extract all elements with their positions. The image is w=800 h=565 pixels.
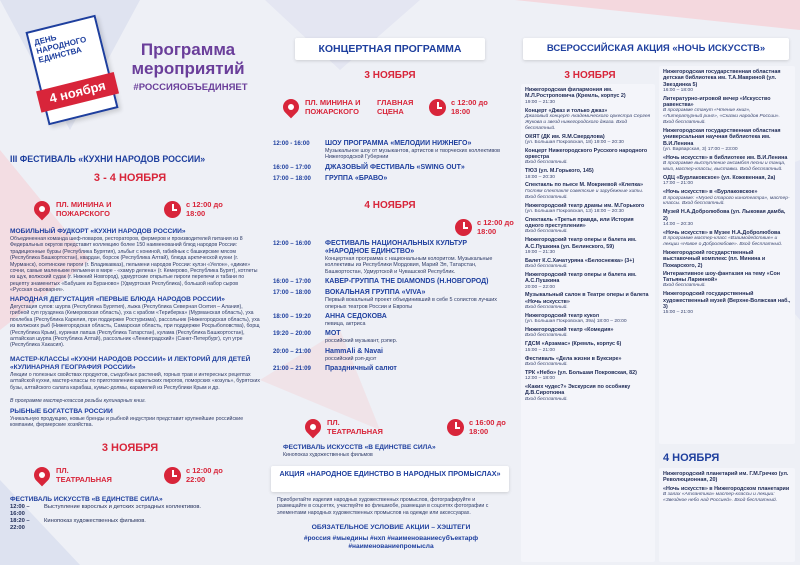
column-concert [265,0,515,565]
entry-title: «Каких чудес?» Экскурсия по особняку Д.В.Сироткина [525,383,631,397]
stage-name: ГЛАВНАЯ СЦЕНА [377,98,414,116]
event-time: 21:00 – 21:09 [273,365,311,373]
entry-desc: 16:00 – 18:00 [663,87,693,93]
event-desc: российский музыкант, рэпер. [325,338,398,345]
event-row [273,289,513,310]
entry-title: Балет К.С.Хачатуряна «Белоснежка» (3+) [525,257,635,264]
column-night-of-arts [515,0,800,565]
entry-desc: (ул. Большая Покровская, 13) 18:00 – 20:30 [525,208,624,214]
list-item [663,486,791,504]
map-pin-icon [31,464,54,487]
venue-name: ПЛ. ТЕАТРАЛЬНАЯ [327,418,383,436]
list-item [663,189,791,207]
list-item [663,291,791,316]
venue-teatralnaya [34,466,230,484]
entry-title: Спектакль по пьесе М. Мокриевой «Клепка» [525,182,644,189]
entry-title: «Ночь искусств» в Музее Н.А.Добролюбова [663,229,781,236]
entry-title: Интерактивное шоу-фантазия на тему «Сон Татьяны Ларинной» [663,270,781,284]
event-row [273,365,513,373]
entry-desc: Вход бесплатный. [525,229,568,235]
block-title: ФЕСТИВАЛЬ ИСКУССТВ «В ЕДИНСТВЕ СИЛА» [283,444,436,451]
event-desc: певица, актриса [325,321,366,328]
entry-desc: Вход бесплатный. [525,305,568,311]
entry-title: «Ночь искусств» в «Бурлаковское» [663,189,758,196]
entry-title: Литературно-игровой вечер «Искусство равенства» [663,95,771,109]
entry-desc: Вход бесплатный. [663,283,706,289]
event-row [273,330,513,344]
schedule-name: Кинопоказ художественных фильмов. [44,518,146,524]
entry-title: Нижегородская государственная областная детская библиотека им. Т.А.Мавриной (ул. Звездинка 5) [663,69,781,88]
event-desc: Музыкальное шоу от музыкантов, артистов и творческих коллективов Нижегородской Губернии [325,148,501,161]
list-item [525,327,651,339]
entry-desc: В программе: «Музей старого кинотеатра», мастер-классы. Вход бесплатный. [663,195,790,207]
event-desc: Концертная программа с национальным колоритом. Музыкальные коллективы из Республики Мордовия, Марий Эл, Татарстан, Башкортостан, Удмуртской и Чувашской Республик. [325,256,493,275]
list-item [525,272,651,291]
list-item [525,292,651,311]
entry-desc: Вход бесплатный. [525,361,568,367]
list-item [663,230,791,248]
entry-desc: Вход бесплатный. [525,160,568,166]
badge-date: 4 ноября [36,72,119,113]
entry-desc: 17:00 – 21:00 [663,181,693,187]
schedule-row [10,504,260,518]
event-title: ДЖАЗОВЫЙ ФЕСТИВАЛЬ «SWING OUT» [325,163,465,171]
entry-title: Музей Н.А.Добролюбова (ул. Лыковая дамба, 2) [663,209,786,222]
list-item [525,134,651,146]
entry-desc: (ул. Варварская, 3) 17:00 – 23:00 [663,147,738,152]
block-note: В программе мастер-классов резьбы кулинарных книг. [10,398,146,404]
block-title: ФЕСТИВАЛЬ ИСКУССТВ «В ЕДИНСТВЕ СИЛА» [10,496,163,503]
date-nov3: 3 НОЯБРЯ [101,442,159,454]
list-item [525,108,651,132]
block-text: Кинопоказ художественных фильмов [283,452,373,458]
venue-name: ПЛ. МИНИНА И ПОЖАРСКОГО [305,98,361,116]
block-text: Дегустация супов: шурпа (Республика Бурятия), лыжа (Республика Северная Осетия – Алания), грибной суп груздянка (Кемеровская область), уха с крабом «Териберка» (Мурманская область), уха похлебка (Республика Карелия, при поддержке Ростуризма), рассольник (Нижегородская область), уха из волжских рыб (Нижегородская область, Самарская область, при поддержке Росрыболовства), борщ (Республика Крым), куриная лапша (Республика Татарстан), кулама (Республика Башкортостан), алтайская шурпа (Республика Алтай), рассольник «Ленинградский» (Санкт-Петербург), суп угре (Республика Хакасия). [10,304,260,349]
entry-title: Нижегородский театр драмы им. М.Горького [525,202,645,209]
date-nov3: 3 НОЯБРЯ [364,70,416,81]
block-text: Объединенная команда шеф-поваров, рестораторов, фермеров и производителей питания из 8 Федеральных округов представит коллекцию более 150 наименований блюд народов России: традиционные бурзы (Республика Бурятия), эльбыг с кониной, габийнык с башкирские мясом (Республика Башкортостан), квардан, борсок (Республика Алтай), блюда арктической кухни (г. Мурманск), осетинские пироги (г. Владикавказ), пельмени народов России: кулэн «Уелон», «дикие» сочни, самые маленькие пельмени в мире - «хамур делена» (г. Кемерово, Республика Бурят), котлеты из щук, волжский судак (г. Нижний Новгород), удмуртские открытые пироги перепечи и табани по рецепту знаменитых «Бабушек из Бураново» (Удмуртская Республика), большой набор сыров «Русская сыроварня». [10,236,258,294]
date-nov4: 4 НОЯБРЯ [663,452,720,464]
entry-title: Нижегородский планетарий им. Г.М.Гречко (ул. Революционная, 20) [663,471,789,484]
entry-desc: В залах «Атлантика» мастер-классы и лекции: «Звездное небо над Россией». Вход бесплатный. [663,491,778,503]
entry-desc: 14:00 – 20:30 [663,221,693,227]
entry-title: ТРК «Небо» (ул. Большая Покровская, 82) [525,369,637,376]
action-text: Приобретайте изделия народных художественных промыслов, фотографируйте и размещайте в соцсетях, участвуйте во флешмобе, размещая в соцсетях фотографии с элементами народных художественных промыслов на одежде или аксессуарах. [277,497,489,516]
venue-name: ПЛ. МИНИНА И ПОЖАРСКОГО [56,200,112,218]
entry-desc: 19:00 – 21:30 [525,99,555,105]
venue-minin [34,200,230,218]
night-banner: ВСЕРОССИЙСКАЯ АКЦИЯ «НОЧЬ ИСКУССТВ» [523,38,789,60]
event-row [273,140,513,161]
list-item [525,370,651,382]
action-hashtags: #россия #мыедины #нхп #наименованиесубъектарф #наименованиепромысла [303,535,479,550]
events-nov4 [273,240,513,376]
schedule-time: 18:20 – 22:00 [10,518,30,531]
event-time: 17:00 – 18:00 [273,174,311,182]
entry-title: Нижегородский театр оперы и балета им. А.С.Пушкина (ул. Белинского, 59) [525,237,637,250]
entry-title: Нижегородская государственная областная универсальная научная библиотека им. В.И.Ленина [663,128,781,147]
event-title: ФЕСТИВАЛЬ НАЦИОНАЛЬНЫХ КУЛЬТУР «НАРОДНОЕ ЕДИНСТВО» [325,240,467,255]
event-title: HammAli & Navai [325,347,383,355]
block-text: Лекции о полезных свойствах продуктов, съедобных растений, горных трав и интересных рецептах алтайской кухни, мастер-классы по приготовлению карельских пирогов, поморских «козуль», бурятских бузы, алтайского салата карабаш, кумыс-долмы, карамелей из Республики Крым и др. [10,372,260,391]
list-item [525,341,651,353]
event-time: 20:00 – 21:00 [273,347,311,355]
list-item [525,217,651,236]
list-item [663,209,791,228]
list-item [663,155,791,173]
block-title: РЫБНЫЕ БОГАТСТВА РОССИИ [10,408,113,415]
entry-title: Нижегородский театр оперы и балета им. А.С.Пушкина [525,271,637,285]
event-title: АННА СЕДОКОВА [325,313,387,321]
entry-title: ОКЯТ (ДК им. Я.М.Свердлова) [525,133,605,140]
column-cuisines [0,0,265,565]
event-row [273,313,513,327]
event-time: 12:00 - 16:00 [273,140,310,147]
entry-desc: 15:00 – 21:00 [525,347,555,353]
entry-desc: В программе мастер-класс «Взаимодействие» и лекции «Новое о Добролюбове». Вход бесплатный. [663,236,783,248]
map-pin-icon [280,96,303,119]
event-desc: Первый вокальный проект объединивший в себе 5 солистов лучших оперных театров России и Европы [325,297,497,310]
entry-title: ГДСМ «Арзамас» (Кремль, корпус 6) [525,341,622,348]
list-item [525,384,651,403]
event-time: 17:00 – 18:00 [273,289,311,297]
holiday-badge [25,15,118,126]
venue-list-left [521,84,655,562]
list-item [663,271,791,290]
list-item [525,182,651,200]
date-nov3: 3 НОЯБРЯ [564,70,616,81]
entry-desc: Гостям спектакля советские и зарубежные хиты. Вход бесплатный. [525,188,644,200]
venue-times: с 12:00 до 18:00 [451,98,488,116]
venue-times: с 12:00 до 18:00 [186,200,223,218]
entry-title: Фестиваль «Дела жизни в Буксире» [525,355,622,362]
event-title: MOT [325,330,341,338]
map-pin-icon [31,198,54,221]
action-condition: ОБЯЗАТЕЛЬНОЕ УСЛОВИЕ АКЦИИ – ХЭШТЕГИ [311,524,471,531]
list-item [663,69,791,94]
block-arts-festival [283,444,508,458]
list-item [525,258,651,270]
list-item [525,237,651,256]
block-fish [10,408,260,429]
clock-icon [164,201,181,218]
entry-title: Нижегородский государственный выставочный комплекс (пл. Минина и Пожарского, 2) [663,249,766,269]
entry-title: Нижегородская филармония им. М.Л.Ростроповича (Кремль, корпус 2) [525,87,626,100]
list-item [663,96,791,126]
entry-title: Нижегородский театр «Комедия» [525,327,614,334]
entry-desc: В программе выступление ансамбля песни и танца, квиз, мастер-классы, выставки. Вход бесплатный. [663,161,786,173]
entry-title: «Ночь искусств» в Нижегородском планетарии [663,485,790,492]
event-row [273,348,513,362]
clock-icon [455,219,472,236]
festival-dates: 3 - 4 НОЯБРЯ [93,172,167,184]
block-tasting [10,296,260,356]
venue-times: с 12:00 до 18:00 [477,218,514,236]
schedule-time: 12:00 – 16:00 [10,504,30,517]
date-nov4: 4 НОЯБРЯ [364,200,416,211]
venue-list-right [659,66,795,444]
hashtag: #РОССИЯОБЪЕДИНЯЕТ [133,82,248,93]
page-title: Программа мероприятий [131,40,245,78]
entry-title: Нижегородский государственный художественный музей (Верхне-Волжская наб., 3) [663,291,791,310]
event-row [273,278,513,286]
block-title: МОБИЛЬНЫЙ ФУДКОРТ «КУХНИ НАРОДОВ РОССИИ» [10,228,186,235]
block-title: НАРОДНАЯ ДЕГУСТАЦИЯ «ПЕРВЫЕ БЛЮДА НАРОДОВ РОССИИ» [10,296,225,303]
entry-title: Концерт «Джаз и только джаз» [525,107,608,114]
entry-desc: В программе станут «Чтение книг», «Литературный ринг», «Сказки народов России». Вход бесплатный. [663,108,780,126]
entry-desc: (ул. Большая Покровская, 18) 19:00 – 20:30 [525,139,624,145]
entry-title: Концерт Нижегородского Русского народного оркестра [525,147,648,161]
list-item [525,148,651,167]
entry-desc: Вход бесплатный. [525,264,568,270]
entry-title: ТЮЗ (ул. М.Горького, 145) [525,168,594,175]
event-title: КАВЕР-ГРУППА THE DIAMONDS (Н.НОВГОРОД) [325,278,489,286]
event-time: 12:00 – 16:00 [273,240,311,247]
entry-title: «Ночь искусств» в библиотеке им. В.И.Ленина [663,154,788,161]
entry-desc: 12:00 – 18:00 [525,376,555,382]
entry-desc: Вход бесплатный. [525,333,568,339]
list-item [525,168,651,180]
entry-desc: (ул. Большая Покровская, 39а) 18:00 – 20:00 [525,319,627,325]
event-desc: российский рэп-дуэт [325,355,377,362]
map-pin-icon [302,416,325,439]
event-time: 19:20 – 20:00 [273,330,311,338]
event-title: ГРУППА «БРАВО» [325,174,388,182]
list-item [663,175,791,187]
clock-icon [164,467,181,484]
venue-teatralnaya [305,418,511,436]
event-time: 16:00 – 17:00 [273,163,311,171]
list-item [525,356,651,368]
event-title: ВОКАЛЬНАЯ ГРУППА «VIVA» [325,289,426,297]
venue-main-stage [283,98,493,116]
entry-desc: Джазовый концерт Академического оркестра Сергея Жукова и звезд нижегородского джаза. Вход бесплатный. [525,113,651,131]
event-row [273,164,513,172]
entry-desc: 18:00 – 20:30 [525,174,555,180]
list-item [525,87,651,106]
venue-times: с 12:00 до 22:00 [186,466,223,484]
events-nov3 [273,140,513,186]
entry-title: ОДЦ «Бурлаковское» (ул. Кожевенная, 2а) [663,175,776,182]
event-row [273,240,513,275]
block-arts-festival [10,496,260,532]
clock-icon [447,419,464,436]
action-banner: АКЦИЯ «НАРОДНОЕ ЕДИНСТВО В НАРОДНЫХ ПРОМЫСЛАХ» [271,466,509,492]
block-text: Уникальную продукцию, новые бренды и рыбной индустрии представит крупнейшие российские компании, фермерские хозяйства. [10,416,244,429]
concert-banner: КОНЦЕРТНАЯ ПРОГРАММА [295,38,485,60]
list-item [663,128,791,153]
event-time: 16:00 – 17:00 [273,278,311,286]
venue-times: с 16:00 до 18:00 [469,418,506,436]
list-item [525,203,651,215]
venue-list-nov4 [659,468,795,562]
festival-title: III ФЕСТИВАЛЬ «КУХНИ НАРОДОВ РОССИИ» [10,154,206,164]
event-title: Праздничный салют [325,365,397,373]
entry-title: Нижегородский театр кукол [525,312,600,319]
event-title: ШОУ ПРОГРАММА «МЕЛОДИИ НИЖНЕГО» [325,140,472,147]
badge-top-text: ДЕНЬ НАРОДНОГО ЕДИНСТВА [33,32,88,65]
entry-desc: 15:00 – 21:00 [663,310,693,316]
entry-title: Спектакль «Третья правда, или История одного преступления» [525,216,634,230]
schedule-name: Выступление взрослых и детских эстрадных коллективов. [44,504,202,510]
clock-icon [429,99,446,116]
entry-title: Музыкальный салон в Театре оперы и балета «Ночь искусств» [525,292,649,305]
block-masterclasses [10,356,260,404]
entry-desc: Вход бесплатный. [525,396,568,402]
schedule-row [10,518,260,532]
venue-name: ПЛ. ТЕАТРАЛЬНАЯ [56,466,112,484]
list-item [663,471,791,484]
entry-desc: 19:00 – 21:30 [525,249,555,255]
list-item [663,250,791,269]
venue-times-nov4 [455,218,515,236]
block-title: МАСТЕР-КЛАССЫ «КУХНИ НАРОДОВ РОССИИ» И ЛЕКТОРИЙ ДЛЯ ДЕТЕЙ «КУЛИНАРНАЯ ГЕОГРАФИЯ РОССИИ» [10,356,251,371]
entry-desc: 20:00 – 22:00 [525,284,555,290]
list-item [525,313,651,325]
event-time: 18:00 – 19:20 [273,313,311,321]
block-foodcourt [10,228,260,294]
event-row [273,175,513,183]
